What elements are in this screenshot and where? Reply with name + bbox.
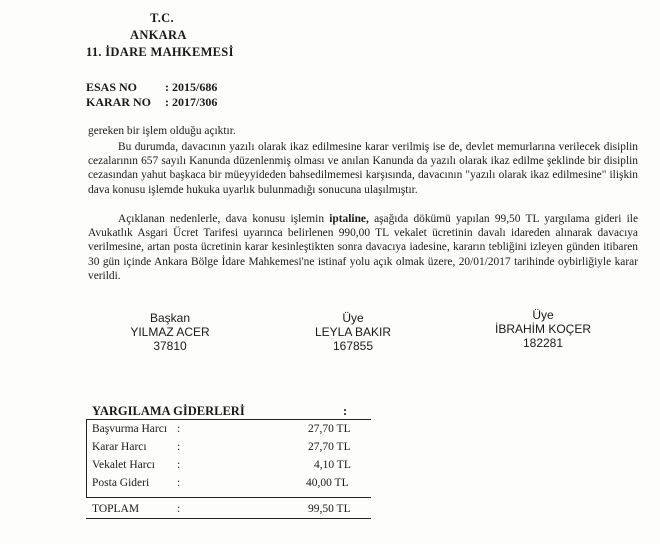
cost-total-amount: 99,50 TL bbox=[308, 503, 351, 515]
signatory-name: İBRAHİM KOÇER bbox=[494, 322, 591, 336]
karar-value: : 2017/306 bbox=[165, 95, 218, 109]
signatory-number: 167855 bbox=[332, 339, 374, 353]
signatory-name: YILMAZ ACER bbox=[130, 325, 210, 339]
signatory-president bbox=[95, 311, 245, 353]
cost-label: Başvurma Harcı bbox=[92, 423, 168, 435]
costs-total-separator bbox=[86, 497, 371, 498]
cost-label: Posta Gideri bbox=[92, 477, 150, 489]
para2-end: aşağıda dökümü yapılan 99,50 TL yargılama gideri ile Avukatlık Asgari Ücret Tarifesi uyarınca belirlenen 990,00 TL vekalet ücretinin davalı idareden alınarak davacıya verilmesine, artan posta ücretinin karar kesinleştikten sonra davacıya iadesine, kararın tebliğini izleyen günden itibaren 30 gün içinde Ankara Bölge İdare Mahkemesi'ne istinaf yolu açık olmak üzere, 20/01/2017 tarihinde oybirliğiyle karar verildi. bbox=[88, 213, 638, 282]
cost-colon: : bbox=[177, 423, 181, 435]
signatory-member-2 bbox=[468, 308, 618, 350]
costs-left-border bbox=[86, 419, 87, 497]
signatory-number: 182281 bbox=[522, 336, 564, 350]
cost-total-label: TOPLAM bbox=[92, 503, 140, 515]
cost-amount: 27,70 TL bbox=[308, 441, 351, 453]
costs-bottom-border bbox=[86, 518, 371, 519]
body-paragraph-1: Bu durumda, davacının yazılı olarak ikaz edilmesine karar verilmiş ise de, devlet memurlarına verilecek disiplin cezalarının 657 sayılı Kanunda düzenlenmiş olması ve anılan Kanunda da yazılı olarak ikaz edilme şeklinde bir disiplin cezasından yahut başkaca bir müeyyideden bahsedilmemesi karşısında, davacının "yazılı olarak ikaz edilmesine" ilişkin dava konusu işlemde hukuka uyarlık bulunmadığı sonucuna ulaşılmıştır. bbox=[88, 141, 638, 196]
header-court: 11. İDARE MAHKEMESİ bbox=[86, 45, 234, 59]
signatory-name: LEYLA BAKIR bbox=[314, 325, 392, 339]
para2-bold: iptaline, bbox=[329, 213, 369, 225]
cost-colon: : bbox=[177, 459, 181, 471]
signatory-role: Üye bbox=[532, 308, 554, 322]
cost-amount: 4,10 TL bbox=[314, 459, 351, 471]
cost-colon: : bbox=[177, 441, 181, 453]
cost-label: Vekalet Harcı bbox=[92, 459, 155, 471]
signatory-member-1 bbox=[278, 311, 428, 353]
header-city: ANKARA bbox=[130, 28, 187, 42]
cost-colon: : bbox=[177, 477, 181, 489]
esas-value: : 2015/686 bbox=[165, 80, 218, 94]
signatory-number: 37810 bbox=[153, 339, 187, 353]
cost-amount: 27,70 TL bbox=[308, 423, 351, 435]
karar-label: KARAR NO bbox=[86, 95, 151, 109]
cost-label: Karar Harcı bbox=[92, 441, 147, 453]
body-paragraph-2 bbox=[88, 212, 638, 283]
cost-amount: 40,00 TL bbox=[306, 477, 349, 489]
costs-title-colon: : bbox=[343, 404, 348, 418]
signatory-role: Başkan bbox=[149, 311, 191, 325]
costs-title-underline bbox=[86, 419, 371, 420]
esas-label: ESAS NO bbox=[86, 80, 138, 94]
header-tc: T.C. bbox=[150, 11, 174, 25]
para2-start: Açıklanan nedenlerle, dava konusu işlemin bbox=[118, 213, 330, 225]
costs-title: YARGILAMA GİDERLERİ bbox=[92, 404, 245, 418]
body-line-top: gereken bir işlem olduğu açıktır. bbox=[88, 125, 236, 137]
signatory-role: Üye bbox=[342, 311, 364, 325]
cost-total-colon: : bbox=[177, 503, 181, 515]
